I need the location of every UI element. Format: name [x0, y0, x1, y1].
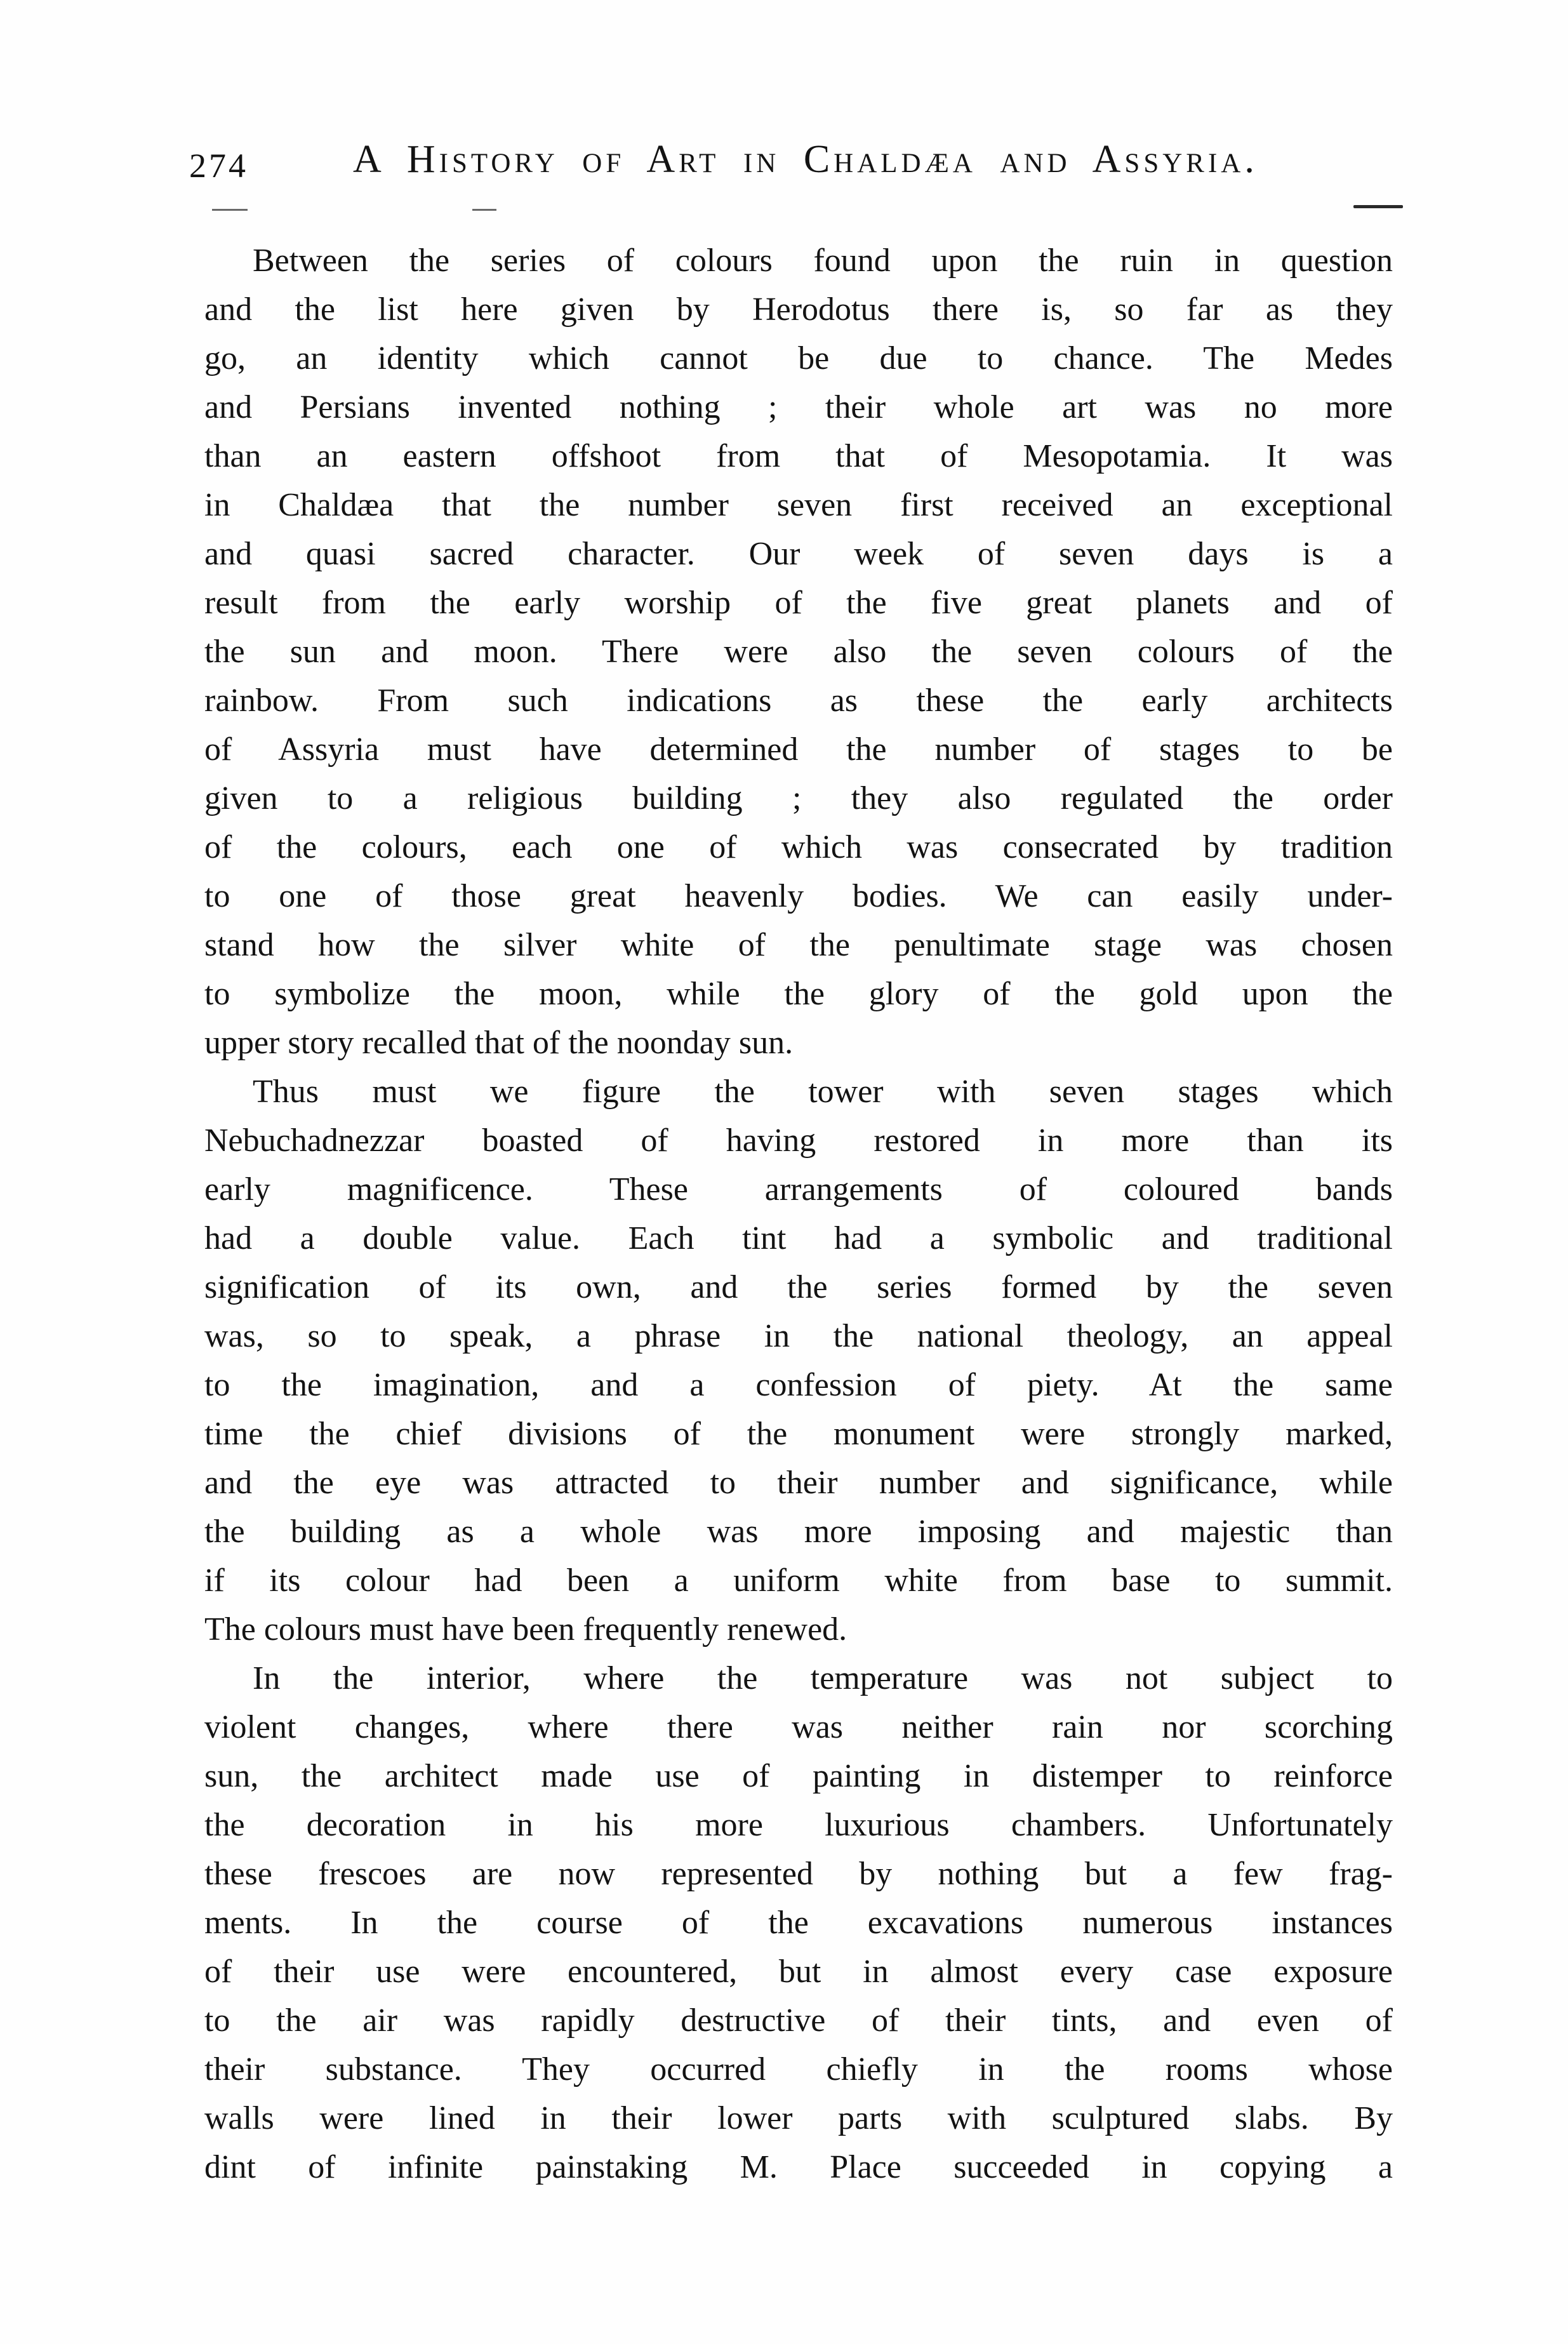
text-line: these frescoes are now represented by nothing but a few frag- — [204, 1856, 1393, 1892]
text-line: and the eye was attracted to their number and significance, while — [204, 1465, 1393, 1501]
text-line: and quasi sacred character. Our week of seven days is a — [204, 536, 1393, 572]
text-line: In the interior, where the temperature was not subject to — [253, 1660, 1393, 1696]
text-line: rainbow. From such indications as these the early architects — [204, 683, 1393, 719]
text-line: if its colour had been a uniform white from base to summit. — [204, 1562, 1393, 1599]
scan-artifact-dash — [472, 209, 496, 211]
text-line: ments. In the course of the excavations numerous instances — [204, 1905, 1393, 1941]
text-line: the decoration in his more luxurious chambers. Unfortunately — [204, 1807, 1393, 1843]
text-line: to symbolize the moon, while the glory of the gold upon the — [204, 976, 1393, 1012]
text-line: stand how the silver white of the penultimate stage was chosen — [204, 927, 1393, 963]
text-line: violent changes, where there was neither rain nor scorching — [204, 1709, 1393, 1745]
text-line: Thus must we figure the tower with seven stages which — [253, 1074, 1393, 1110]
text-line: to the air was rapidly destructive of their tints, and even of — [204, 2002, 1393, 2039]
text-line: and the list here given by Herodotus there is, so far as they — [204, 291, 1393, 328]
text-line: of the colours, each one of which was consecrated by tradition — [204, 829, 1393, 865]
text-line: of their use were encountered, but in almost every case exposure — [204, 1954, 1393, 1990]
text-line: sun, the architect made use of painting in distemper to reinforce — [204, 1758, 1393, 1794]
text-line: to the imagination, and a confession of piety. At the same — [204, 1367, 1393, 1403]
text-line: upper story recalled that of the noonday sun. — [204, 1025, 794, 1061]
text-line: Nebuchadnezzar boasted of having restored in more than its — [204, 1122, 1393, 1159]
running-title: A History of Art in Chaldæa and Assyria. — [353, 138, 1258, 181]
text-line: their substance. They occurred chiefly in the rooms whose — [204, 2051, 1393, 2088]
text-line: dint of infinite painstaking M. Place succeeded in copying a — [204, 2149, 1393, 2185]
text-line: Between the series of colours found upon the ruin in question — [253, 243, 1393, 279]
text-line: was, so to speak, a phrase in the national theology, an appeal — [204, 1318, 1393, 1354]
paragraph — [204, 1067, 1393, 1654]
text-line: early magnificence. These arrangements of coloured bands — [204, 1171, 1393, 1208]
text-line: and Persians invented nothing ; their whole art was no more — [204, 389, 1393, 425]
text-line: than an eastern offshoot from that of Mesopotamia. It was — [204, 438, 1393, 474]
text-line: in Chaldæa that the number seven first received an exceptional — [204, 487, 1393, 523]
paragraph — [204, 236, 1393, 1067]
scan-artifact-dash — [212, 209, 248, 211]
page-number: 274 — [189, 147, 248, 185]
text-line: time the chief divisions of the monument were strongly marked, — [204, 1416, 1393, 1452]
text-line: of Assyria must have determined the number of stages to be — [204, 731, 1393, 768]
text-line: go, an identity which cannot be due to chance. The Medes — [204, 340, 1393, 376]
text-line: walls were lined in their lower parts with sculptured slabs. By — [204, 2100, 1393, 2136]
text-line: given to a religious building ; they also regulated the order — [204, 780, 1393, 816]
text-line: to one of those great heavenly bodies. We can easily under- — [204, 878, 1393, 914]
text-line: The colours must have been frequently renewed. — [204, 1611, 847, 1648]
header-rule-dash — [1353, 205, 1403, 208]
text-line: had a double value. Each tint had a symbolic and traditional — [204, 1220, 1393, 1256]
page-text — [204, 236, 1393, 2192]
text-line: signification of its own, and the series formed by the seven — [204, 1269, 1393, 1305]
paragraph — [204, 1654, 1393, 2192]
text-line: result from the early worship of the five great planets and of — [204, 585, 1393, 621]
text-line: the building as a whole was more imposing and majestic than — [204, 1514, 1393, 1550]
text-line: the sun and moon. There were also the seven colours of the — [204, 634, 1393, 670]
